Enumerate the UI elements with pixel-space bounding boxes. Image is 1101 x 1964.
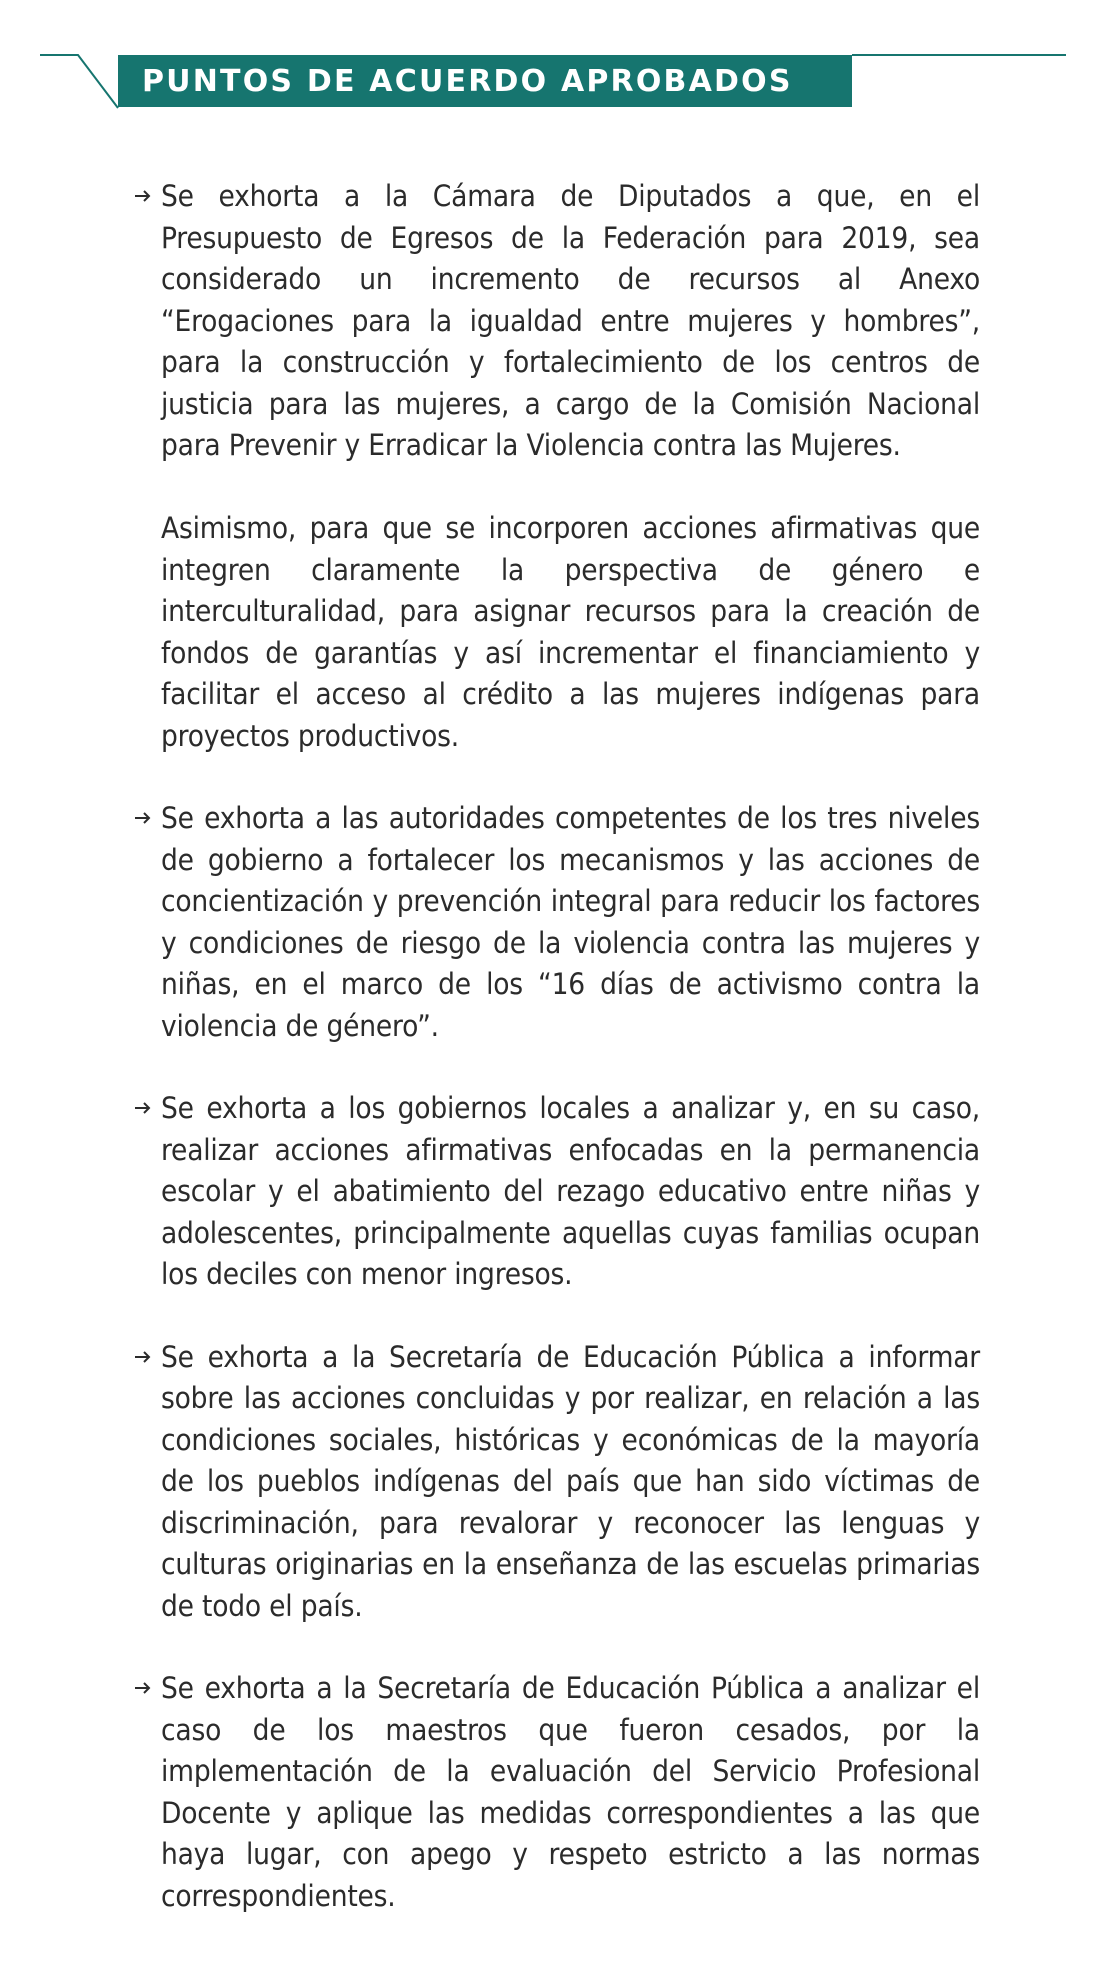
arrow-right-icon <box>134 188 152 202</box>
agreement-text: Asimismo, para que se incorporen acciones afirmativas que integren claramente la perspectiva de género e interculturalidad, para asignar recursos para la creación de fondos de garantías y así incrementar el financiamiento y facilitar el acceso al crédito a las mujeres indígenas para proyectos productivos. <box>161 511 980 753</box>
section-title: PUNTOS DE ACUERDO APROBADOS <box>142 63 793 99</box>
agreement-text: Se exhorta a los gobiernos locales a analizar y, en su caso, realizar acciones afirmativas enfocadas en la permanencia escolar y el abatimiento del rezago educativo entre niñas y adolescentes, principalmente aquellas cuyas familias ocupan los deciles con menor ingresos. <box>161 1091 980 1291</box>
agreement-text: Se exhorta a la Secretaría de Educación Pública a analizar el caso de los maestros que fueron cesados, por la implementación de la evaluación del Servicio Profesional Docente y aplique las medidas correspondientes a las que haya lugar, con apego y respeto estricto a las normas correspondientes. <box>161 1671 980 1913</box>
agreement-item <box>134 1088 980 1296</box>
agreement-text: Se exhorta a la Cámara de Diputados a que, en el Presupuesto de Egresos de la Federación para 2019, sea considerado un incremento de recursos al Anexo “Erogaciones para la igualdad entre mujeres y hombres”, para la construcción y fortalecimiento de los centros de justicia para las mujeres, a cargo de la Comisión Nacional para Prevenir y Erradicar la Violencia contra las Mujeres. <box>161 179 980 462</box>
agreement-item <box>134 1668 980 1917</box>
agreement-text: Se exhorta a las autoridades competentes de los tres niveles de gobierno a fortalecer los mecanismos y las acciones de concientización y prevención integral para reducir los factores y condiciones de riesgo de la violencia contra las mujeres y niñas, en el marco de los “16 días de activismo contra la violencia de género”. <box>161 801 980 1043</box>
arrow-right-icon <box>134 1349 152 1363</box>
agreement-item <box>134 798 980 1047</box>
agreement-item <box>134 1337 980 1628</box>
arrow-right-icon <box>134 1100 152 1114</box>
agreement-list <box>134 176 980 1917</box>
arrow-right-icon <box>134 1680 152 1694</box>
agreement-item <box>134 176 980 757</box>
arrow-right-icon <box>134 810 152 824</box>
agreement-text: Se exhorta a la Secretaría de Educación Pública a informar sobre las acciones concluidas y por realizar, en relación a las condiciones sociales, históricas y económicas de la mayoría de los pueblos indígenas del país que han sido víctimas de discriminación, para revalorar y reconocer las lenguas y culturas originarias en la enseñanza de las escuelas primarias de todo el país. <box>161 1339 980 1623</box>
section-header <box>118 55 852 107</box>
